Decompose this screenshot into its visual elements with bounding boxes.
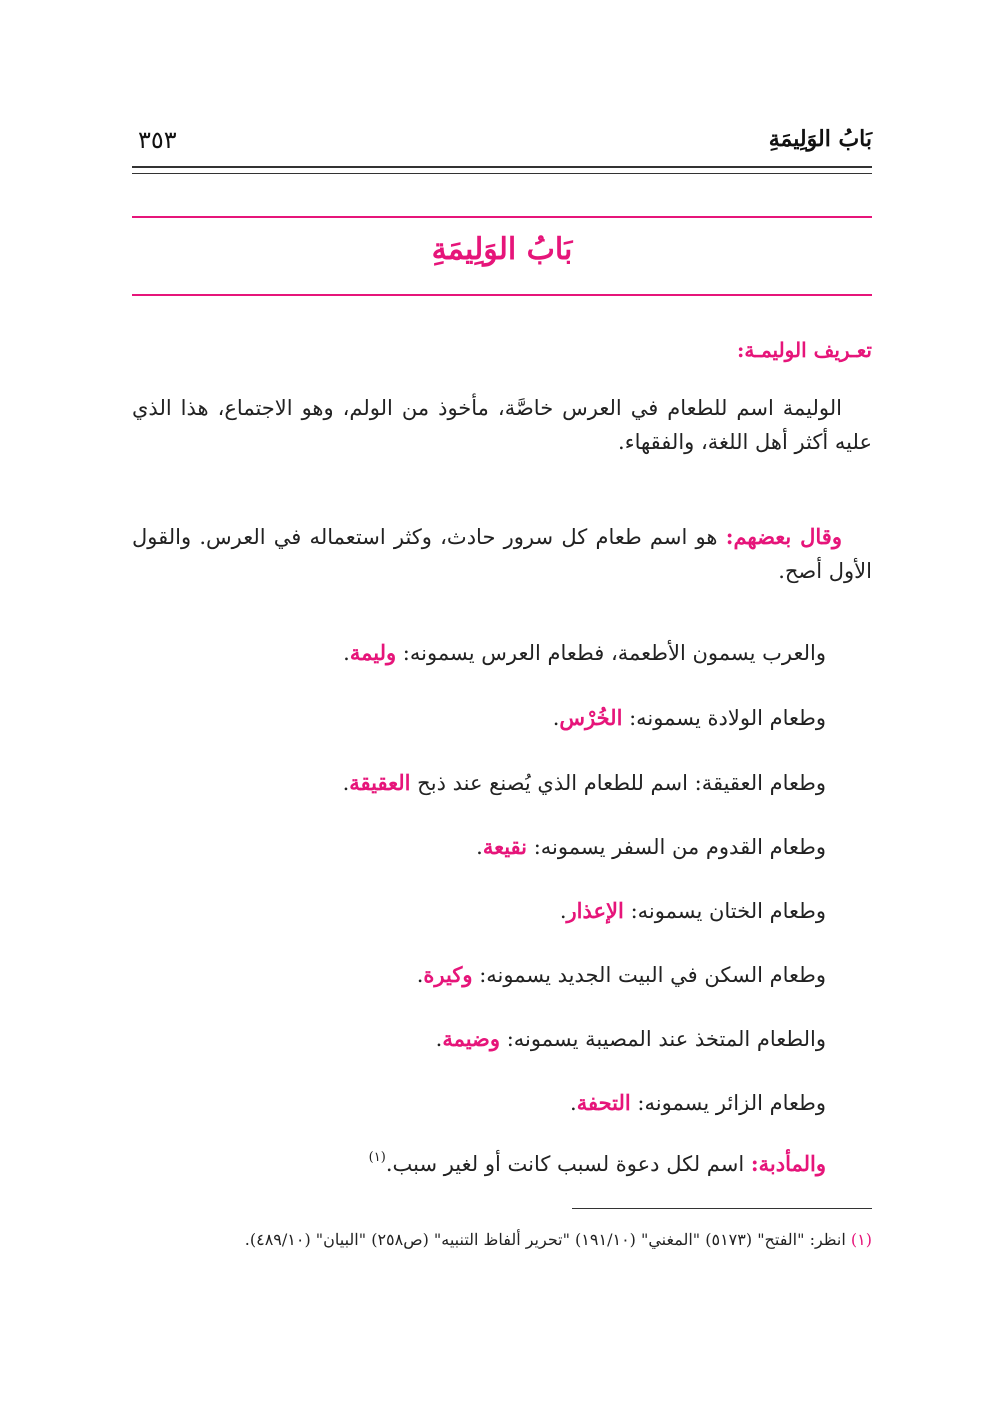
running-header (132, 120, 872, 164)
definition-end: . (342, 771, 350, 795)
definition-line (132, 962, 826, 987)
definition-term: الخُرْس (559, 705, 623, 730)
paragraph-other-opinion (132, 520, 872, 588)
definition-end: . (435, 1027, 443, 1051)
chapter-title: بَابُ الوَلِيمَةِ (431, 232, 573, 267)
running-title: بَابُ الوَلِيمَةِ (768, 126, 872, 152)
footnote-number: (١) (850, 1230, 872, 1249)
footnote-text: انظر: "الفتح" (٥١٧٣) "المغني" (١٩١/١٠) "تحرير ألفاظ التنبيه" (ص٢٥٨) "البيان" (٤٨٩/١٠). (244, 1230, 846, 1249)
definition-term: التحفة (576, 1090, 631, 1115)
definition-text: وطعام الزائر يسمونه: (637, 1091, 826, 1115)
definition-term: وكيرة (423, 962, 473, 987)
definition-text: والعرب يسمون الأطعمة، فطعام العرس يسمونه: (402, 641, 826, 665)
definition-end: . (559, 899, 567, 923)
section-heading: تعـريف الوليمـة: (737, 338, 872, 362)
definition-text: وطعام الولادة يسمونه: (629, 706, 826, 730)
definition-end: . (476, 835, 483, 859)
definition-line (132, 1026, 826, 1051)
header-rule (132, 166, 872, 168)
definition-term: وضيمة (442, 1026, 501, 1051)
footnote (132, 1226, 872, 1253)
lead-term: وقال بعضهم: (725, 524, 842, 549)
definition-text: وطعام السكن في البيت الجديد يسمونه: (479, 963, 826, 987)
definition-text: وطعام العقيقة: اسم للطعام الذي يُصنع عند ذبح (417, 771, 826, 795)
definition-text: وطعام القدوم من السفر يسمونه: (533, 835, 826, 859)
definition-line (132, 705, 826, 730)
definition-line (132, 770, 826, 795)
page (132, 0, 872, 1418)
chapter-rule-bottom (132, 294, 872, 296)
chapter-rule-top (132, 216, 872, 218)
definition-term: نقيعة (482, 834, 528, 859)
footnote-reference[interactable]: (١) (368, 1150, 386, 1165)
definition-line (132, 1090, 826, 1115)
definition-term: والمأدبة: (750, 1151, 826, 1176)
definition-term: وليمة (349, 640, 397, 665)
definition-text: والطعام المتخذ عند المصيبة يسمونه: (506, 1027, 826, 1051)
footnote-rule (572, 1208, 872, 1209)
definition-end: . (570, 1091, 577, 1115)
page-number: ٣٥٣ (138, 126, 177, 154)
definition-line (132, 640, 826, 665)
paragraph-text: هو اسم طعام كل سرور حادث، وكثر استعماله في العرس. والقول الأول أصح. (132, 525, 872, 583)
definition-term: العقيقة (349, 770, 411, 795)
definition-end: . (343, 641, 350, 665)
definition-end: . (552, 706, 560, 730)
definition-line-maadaba (132, 1150, 826, 1176)
definition-term: الإعذار (566, 898, 624, 923)
definition-line (132, 834, 826, 859)
definition-text: اسم لكل دعوة لسبب كانت أو لغير سبب. (385, 1152, 745, 1176)
paragraph-definition: الوليمة اسم للطعام في العرس خاصَّة، مأخوذ من الولم، وهو الاجتماع، هذا الذي عليه أكثر أهل اللغة، والفقهاء. (132, 396, 872, 454)
definition-text: وطعام الختان يسمونه: (630, 899, 826, 923)
header-rule-thin (132, 173, 872, 174)
definition-end: . (416, 963, 424, 987)
definition-line (132, 898, 826, 923)
